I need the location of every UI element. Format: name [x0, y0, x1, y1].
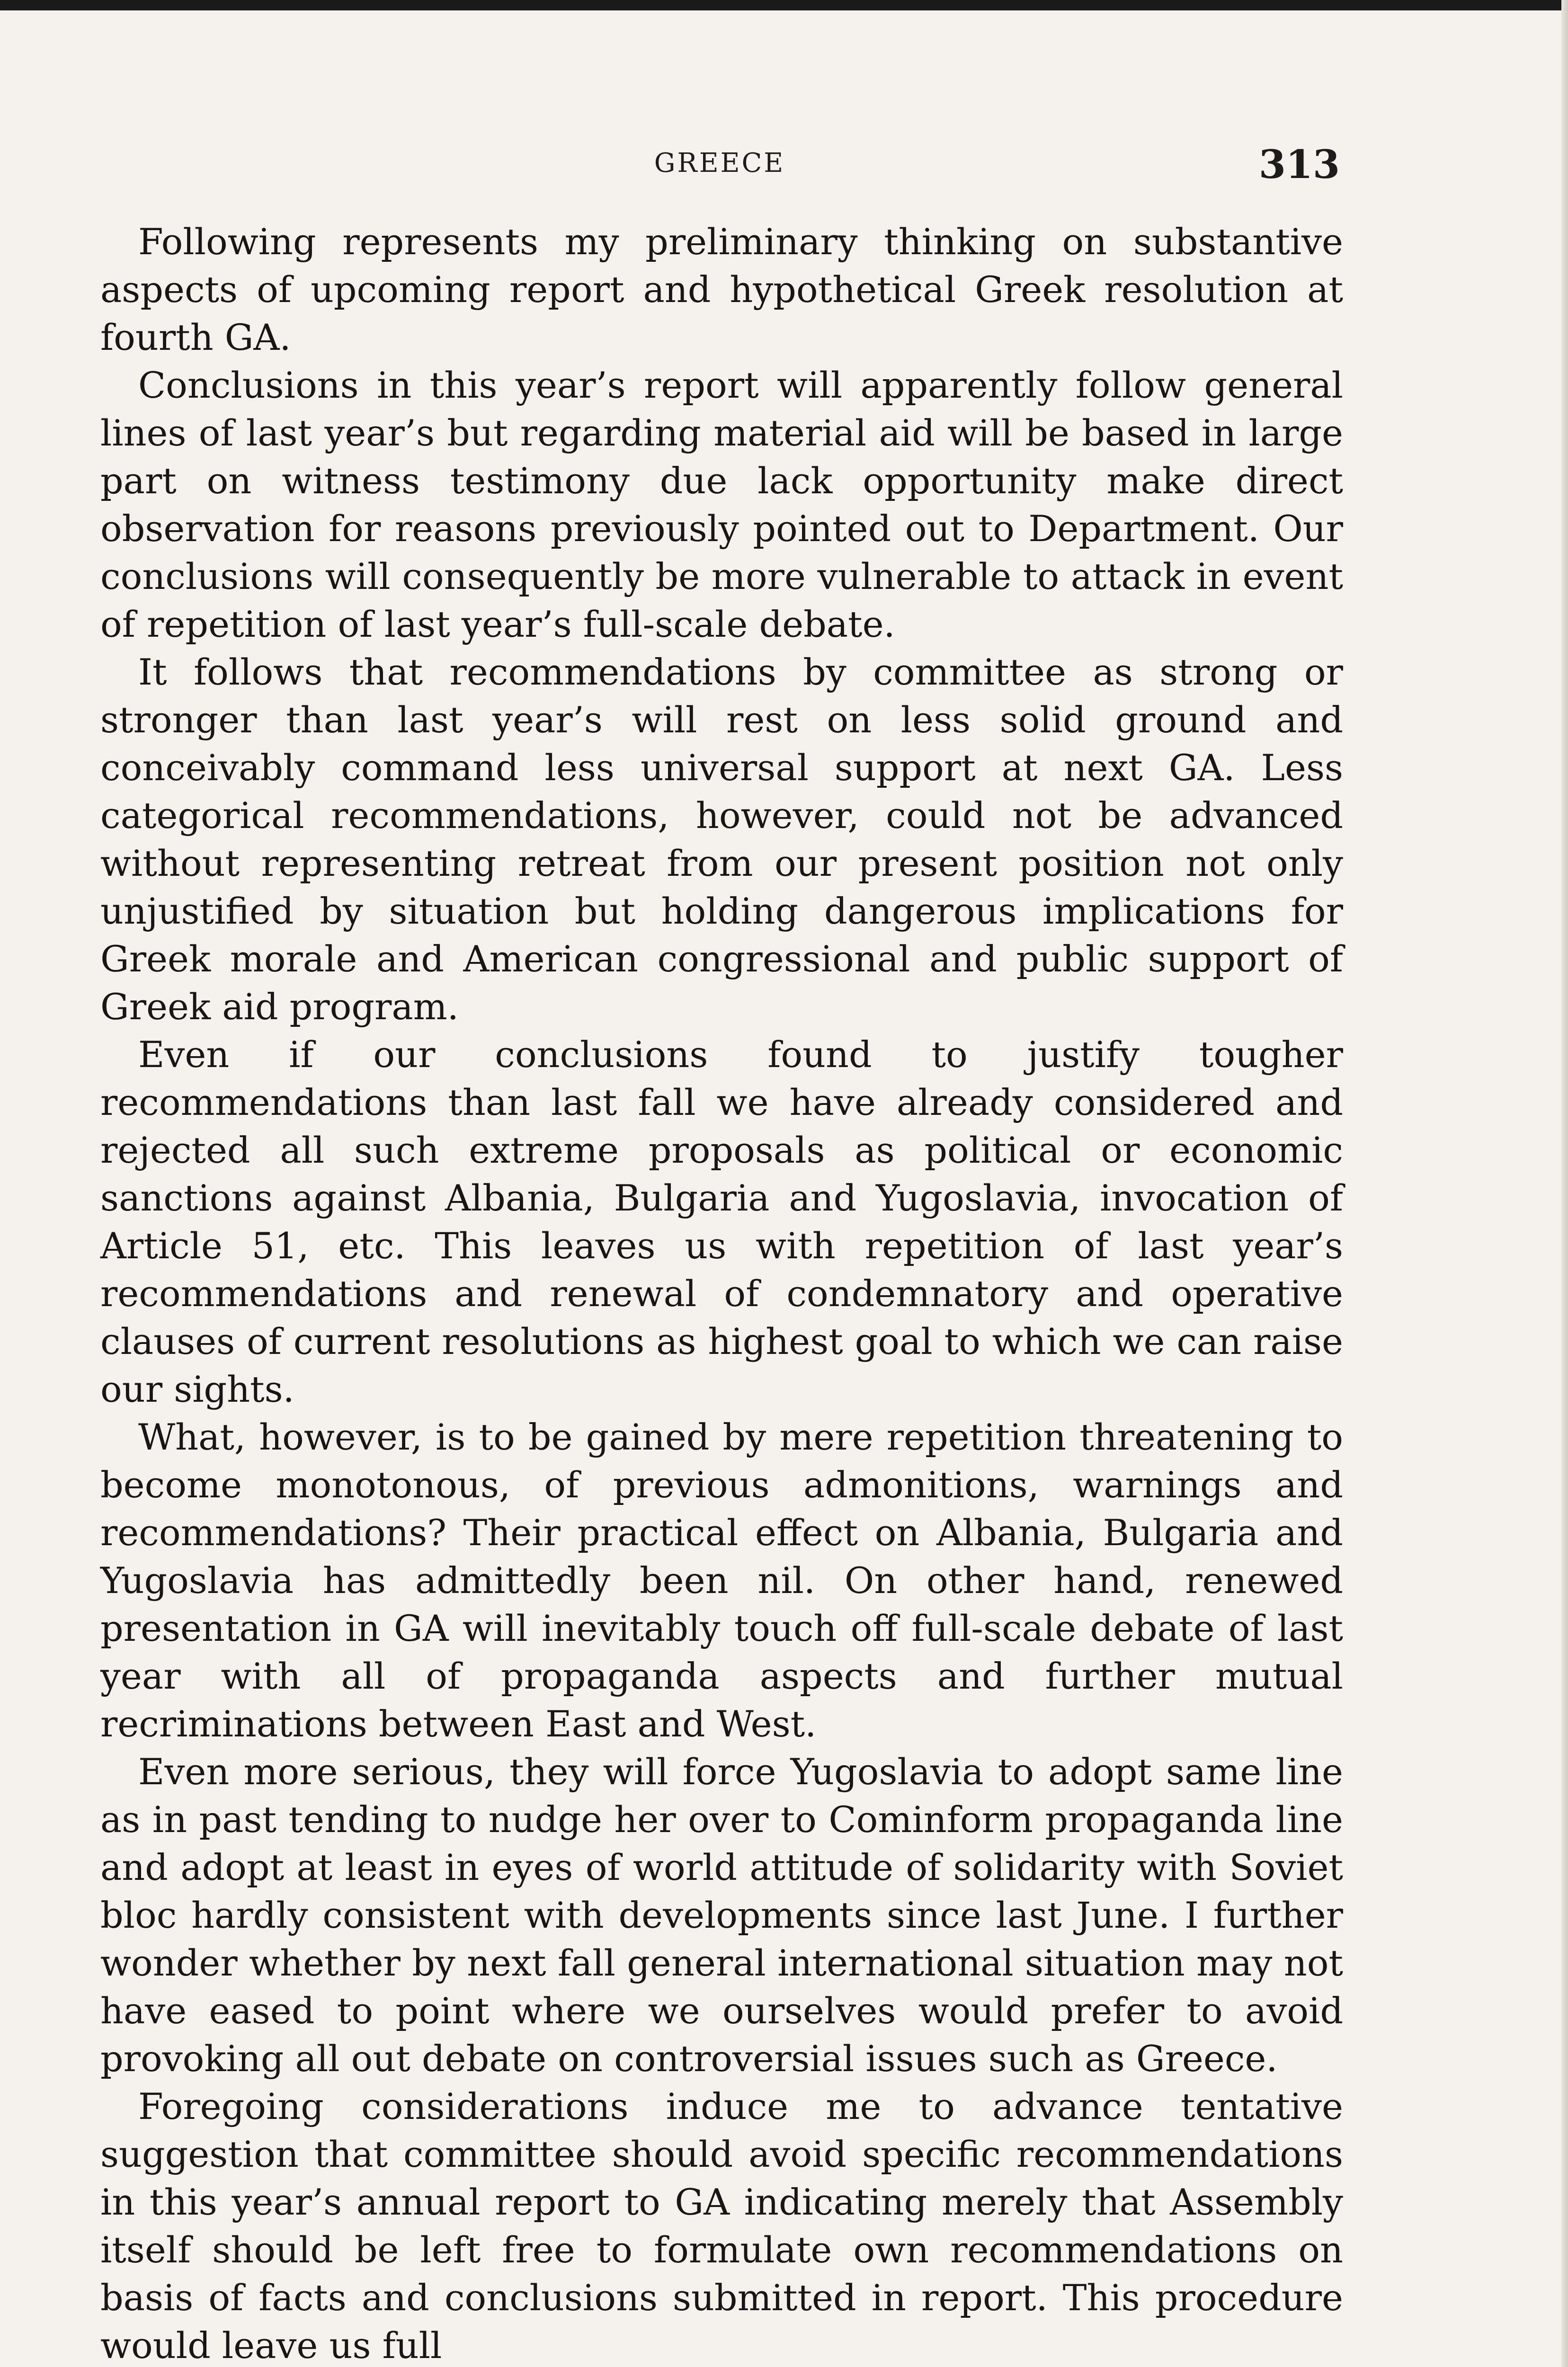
running-head: GREECE: [654, 148, 785, 178]
paragraph: Conclusions in this year’s report will apparently follow general lines of last year’s but regarding material aid will be based in large part on witness testimony due lack opportunity make direct observation for reasons previously pointed out to Department. Our conclusions will consequently be more vulnerable to attack in event of repetition of last year’s full-scale debate.: [100, 364, 1343, 645]
paragraph: Foregoing considerations induce me to advance tentative suggestion that committee should avoid specific recommendations in this year’s annual report to GA indicating merely that Assembly itself should be left free to formulate own recommendations on basis of facts and conclusions submitted in report. This procedure would leave us full: [100, 2085, 1343, 2367]
page-edge-shadow: [1561, 0, 1568, 2367]
paragraph: What, however, is to be gained by mere repetition threatening to become monotonous, of previous admonitions, warnings and recommendations? Their practical effect on Albania, Bulgaria and Yugoslavia has admittedly been nil. On other hand, renewed presentation in GA will inevitably touch off full-scale debate of last year with all of propaganda aspects and further mutual recriminations between East and West.: [100, 1416, 1343, 1745]
paragraph: Even more serious, they will force Yugoslavia to adopt same line as in past tending to nudge her over to Cominform propaganda line and adopt at least in eyes of world attitude of solidarity with Soviet bloc hardly consistent with developments since last June. I further wonder whether by next fall general international situation may not have eased to point where we ourselves would prefer to avoid provoking all out debate on controversial issues such as Greece.: [100, 1751, 1343, 2080]
page-number: 313: [1258, 142, 1340, 187]
top-edge-rule: [0, 0, 1568, 10]
paragraph: Following represents my preliminary thinking on substantive aspects of upcoming report and hypothetical Greek resolution at fourth GA.: [100, 221, 1343, 358]
paragraph: Even if our conclusions found to justify tougher recommendations than last fall we have already considered and rejected all such extreme proposals as political or economic sanctions against Albania, Bulgaria and Yugoslavia, invocation of Article 51, etc. This leaves us with repetition of last year’s recommendations and renewal of condemnatory and operative clauses of current resolutions as highest goal to which we can raise our sights.: [100, 1033, 1343, 1410]
paragraph: It follows that recommendations by committee as strong or stronger than last year’s will rest on less solid ground and conceivably command less universal support at next GA. Less categorical recommendations, however, could not be advanced without representing retreat from our present position not only unjustified by situation but holding dangerous implications for Greek morale and American congressional and public support of Greek aid program.: [100, 651, 1343, 1028]
body-text: [100, 218, 1343, 2367]
page-header: [99, 142, 1340, 189]
